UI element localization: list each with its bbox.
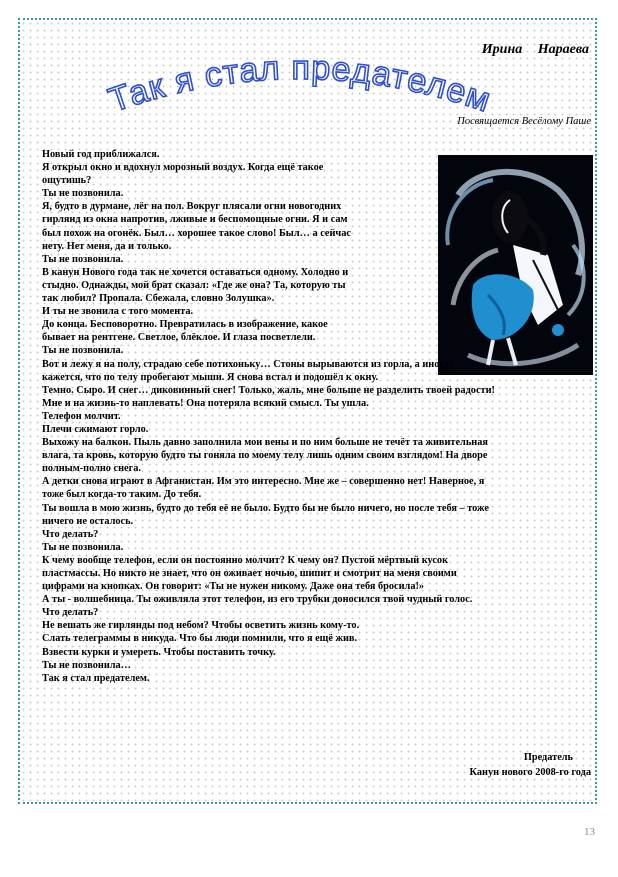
- story-line: стыдно. Однажды, мой брат сказал: «Где же она? Та, которую ты: [42, 279, 346, 291]
- story-line: К чему вообще телефон, если он постоянно молчит? К чему он? Пустой мёртвый кусок: [42, 554, 449, 566]
- story-line: Не вешать же гирлянды под небом? Чтобы осветить жизнь кому-то.: [42, 620, 360, 632]
- story-line: влага, та кровь, которую будто ты гоняла по моему телу лишь одним своим взглядом! На дворе: [42, 450, 488, 462]
- story-line: Новый год приближался.: [42, 149, 160, 160]
- story-line: Выхожу на балкон. Пыль давно заполнила мои вены и по ним больше не течёт та живительная: [42, 437, 488, 449]
- signature-name: Предатель: [523, 752, 573, 763]
- signature-block: [470, 750, 591, 780]
- story-line: Ты не позвонила…: [42, 659, 131, 671]
- story-line: гирлянд из окна напротив, лживые и беспомощные огни. Я и сам: [42, 214, 348, 226]
- story-line: Телефон молчит.: [42, 410, 121, 422]
- story-line: пластмассы. Но никто не знает, что он оживает ночью, шипит и смотрит на меня своими: [42, 568, 457, 579]
- story-line: Взвести курки и умереть. Чтобы поставить точку.: [42, 646, 276, 658]
- story-line: ощутишь?: [42, 175, 92, 187]
- story-line: Вот и лежу я на полу, страдаю себе потихоньку… Стоны вырываются из горла, а иногда: [42, 358, 454, 370]
- story-line: И ты не звонила с того момента.: [42, 306, 194, 318]
- dedication: Посвящается Весёлому Паше: [457, 116, 591, 127]
- author-name: Ирина Нараева: [481, 42, 589, 57]
- story-line: До конца. Бесповоротно. Превратилась в изображение, какое: [42, 319, 328, 331]
- story-line: нету. Нет меня, да и только.: [42, 240, 172, 252]
- story-line: Слать телеграммы в никуда. Что бы люди помнили, что я ещё жив.: [42, 633, 358, 645]
- story-line: Я, будто в дурмане, лёг на пол. Вокруг плясали огни новогодних: [42, 201, 342, 213]
- story-line: Ты не позвонила.: [42, 253, 124, 265]
- story-line: ничего не осталось.: [42, 515, 134, 527]
- signature-date: Канун нового 2008-го года: [469, 767, 591, 778]
- story-line: полным-полно снега.: [42, 463, 141, 475]
- story-line: цифрами на кнопках. Он говорит: «Ты не нужен никому. Даже она тебя бросила!»: [42, 581, 425, 593]
- story-line: кажется, что по телу пробегают мыши. Я снова встал и подошёл к окну.: [42, 371, 379, 383]
- story-line: В канун Нового года так не хочется оставаться одному. Холодно и: [42, 266, 349, 278]
- story-line: бывает на рентгене. Светлое, блёклое. И глаза посветлели.: [42, 332, 316, 344]
- story-line: Так я стал предателем.: [42, 672, 150, 684]
- story-line: был похож на огонёк. Был… хорошее такое слово! Был… а сейчас: [42, 227, 351, 239]
- story-line: Ты вошла в мою жизнь, будто до тебя её не было. Будто бы не было ничего, но после тебя – тоже: [42, 502, 489, 514]
- story-line: Ты не позвонила.: [42, 188, 124, 200]
- page-frame: [18, 18, 597, 804]
- page-number: 13: [584, 826, 595, 838]
- title-textpath: Так я стал предателем: [104, 50, 496, 120]
- story-line: Мне и на жизнь-то наплевать! Она потеряла всякий смысл. Ты ушла.: [42, 397, 369, 409]
- story-line: Ты не позвонила.: [42, 345, 124, 357]
- title-text: [104, 50, 496, 120]
- story-text: [42, 148, 598, 685]
- story-line: Ты не позвонила.: [42, 541, 124, 553]
- story-line: Темно. Сыро. И снег… диковинный снег! Только, жаль, мне больше не разделить твоей радости!: [42, 384, 495, 396]
- story-line: так любил? Пропала. Сбежала, словно Золушка».: [42, 293, 275, 305]
- story-line: А ты - волшебница. Ты оживляла этот телефон, из его трубки доносился твой чудный голос.: [42, 594, 473, 606]
- story-line: Я открыл окно и вдохнул морозный воздух. Когда ещё такое: [42, 162, 324, 174]
- story-line: Плечи сжимают горло.: [42, 423, 149, 435]
- story-line: А детки снова играют в Афганистан. Им это интересно. Мне же – совершенно нет! Наверное, я: [42, 476, 485, 488]
- story-line: тоже был когда-то таким. До тебя.: [42, 489, 202, 501]
- story-wrapped-block: [42, 148, 430, 358]
- story-line: Что делать?: [42, 607, 99, 619]
- story-line: Что делать?: [42, 528, 99, 540]
